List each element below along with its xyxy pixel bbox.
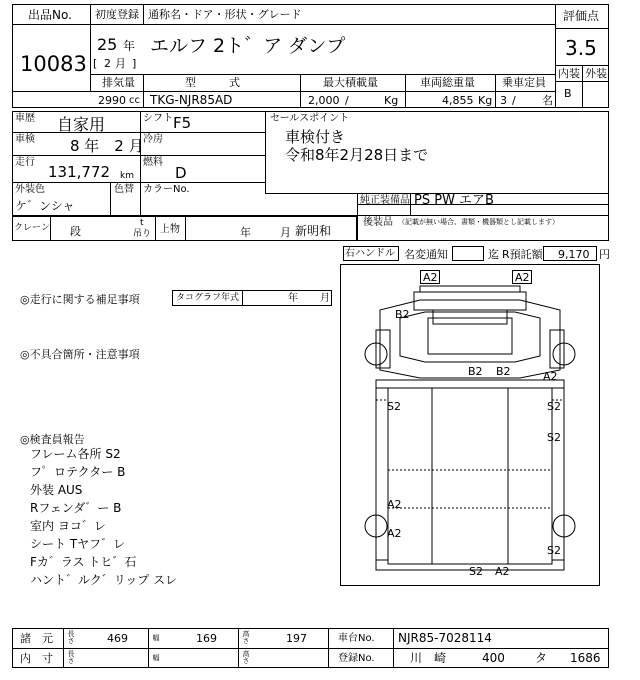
history-label: 車歴: [15, 113, 35, 124]
chassis-value: NJR85-7028114: [398, 631, 492, 645]
width-label: 幅: [152, 634, 160, 641]
capacity-unit: 名: [542, 94, 553, 107]
chassis-label: 車台No.: [338, 633, 375, 644]
reg-area: 川 崎: [410, 651, 447, 665]
yen-unit: 円: [599, 248, 610, 261]
capacity-value: 3: [500, 94, 507, 107]
reg-kana: タ: [535, 651, 548, 665]
damage-mark: A2: [387, 527, 402, 540]
drive-notes-label: ◎走行に関する補足事項: [20, 293, 140, 306]
inspector-line: 室内 ヨコ゛レ: [30, 519, 106, 533]
max-load-slash: /: [345, 94, 349, 107]
gross-weight-label: 車両総重量: [420, 76, 475, 89]
reg-class: 400: [482, 651, 505, 665]
crane-stage: 段: [70, 225, 81, 238]
max-load-value: 2,000: [308, 94, 340, 107]
inspection-label: 車検: [15, 134, 35, 145]
tachograph-month: 月: [320, 293, 330, 304]
loading-month: 月: [280, 226, 291, 239]
sales-point-label: セールスポイント: [270, 113, 350, 124]
bracket-open: [: [93, 57, 98, 70]
deadline-label: 迄: [488, 248, 499, 261]
capacity-label: 乗車定員: [502, 76, 546, 89]
dims-label: 諸 元: [20, 632, 53, 645]
damage-mark: A2: [543, 370, 558, 383]
inspection-value: 8 年 2 月: [70, 137, 144, 155]
aftermarket-note: （記載が無い場合、書類・機器類とし記載します）: [398, 218, 559, 226]
shift-value: F5: [173, 114, 192, 132]
name-change-box: [452, 246, 484, 261]
loading-label: 上物: [160, 224, 180, 235]
rating-label: 評価点: [563, 9, 600, 23]
bracket-close: ]: [132, 57, 137, 70]
inspector-line: Rフェンダ゛ー B: [30, 501, 122, 515]
damage-diagram: [340, 264, 600, 586]
inspector-line: フ゜ロテクター B: [30, 465, 126, 479]
width-value: 169: [196, 632, 217, 645]
interior-label: 内装: [558, 67, 580, 80]
rating-value: 3.5: [565, 36, 597, 60]
damage-mark: S2: [387, 400, 401, 413]
loading-maker: 新明和: [295, 224, 332, 238]
name-change-label: 名変通知: [404, 248, 448, 261]
r-deposit-label: R預託額: [502, 248, 543, 261]
loading-year: 年: [240, 226, 251, 239]
reg-number: 1686: [570, 651, 601, 665]
reg-month: 2: [104, 57, 111, 70]
crane-hoist: 吊り: [133, 229, 152, 239]
in-length-label: 長さ: [67, 650, 75, 664]
damage-mark: A2: [387, 498, 402, 511]
damage-mark: S2: [547, 544, 561, 557]
kg-unit-2: Kg: [478, 94, 493, 107]
lot-label: 出品No.: [28, 8, 72, 22]
fuel-label: 燃料: [143, 157, 163, 168]
reg-year-unit: 年: [123, 39, 136, 53]
crane-label: クレーン: [14, 223, 50, 233]
shift-label: シフト: [143, 113, 173, 124]
sales-point-line-1: 車検付き: [285, 128, 346, 146]
interior-grade: B: [564, 87, 572, 100]
inspector-line: ハント゛ルク゛リップ スレ: [30, 573, 178, 587]
tachograph-label: タコグラフ年式: [176, 293, 240, 303]
damage-mark: S2: [547, 400, 561, 413]
mileage-label: 走行: [15, 157, 35, 168]
length-label: 長さ: [67, 630, 75, 644]
interior-dims-label: 内 寸: [20, 652, 53, 665]
exterior-label: 外装: [585, 67, 607, 80]
inspector-line: 外装 AUS: [30, 483, 83, 497]
cc-unit: cc: [129, 95, 140, 106]
gross-weight-value: 4,855: [442, 94, 474, 107]
inspector-line: フレーム各所 S2: [30, 447, 121, 461]
equip-value: PS PW エアB: [414, 193, 494, 208]
max-load-label: 最大積載量: [323, 76, 378, 89]
capacity-sep: /: [512, 94, 516, 107]
crane-t: t: [140, 218, 144, 228]
history-value: 自家用: [57, 115, 106, 134]
first-reg-label: 初度登録: [95, 8, 139, 21]
damage-mark: A2: [495, 565, 510, 578]
lot-number: 10083: [20, 52, 87, 76]
reg-year: 25: [97, 35, 118, 54]
inspector-report-label: ◎検査員報告: [20, 433, 85, 446]
damage-mark: A2: [515, 271, 530, 284]
reg-label: 登録No.: [338, 653, 375, 664]
ext-color-value: ケ゛ンシャ: [15, 199, 75, 213]
aftermarket-box: [357, 216, 609, 241]
reg-month-unit: 月: [115, 57, 126, 70]
mileage-value: 131,772: [48, 163, 111, 181]
model-label: 通称名・ドア・形状・グレード: [148, 8, 302, 21]
displacement-label: 排気量: [102, 76, 135, 89]
color-no-label: カラーNo.: [143, 184, 190, 195]
displacement-value: 2990: [98, 94, 126, 107]
model-code-label: 型 式: [185, 76, 240, 89]
km-unit: km: [120, 171, 134, 181]
color-change-label: 色替: [114, 184, 134, 195]
height-value: 197: [286, 632, 307, 645]
model-code-value: TKG-NJR85AD: [150, 93, 233, 107]
kg-unit-1: Kg: [384, 94, 399, 107]
damage-mark: S2: [469, 565, 483, 578]
damage-mark: B2: [496, 365, 511, 378]
aftermarket-label: 後装品: [363, 217, 393, 228]
damage-mark: B2: [468, 365, 483, 378]
length-value: 469: [107, 632, 128, 645]
tachograph-year: 年: [288, 293, 298, 304]
in-height-label: 高さ: [242, 650, 250, 664]
height-label: 高さ: [242, 630, 250, 644]
ac-label: 冷房: [143, 134, 163, 145]
fuel-value: D: [175, 164, 187, 182]
damage-mark: A2: [423, 271, 438, 284]
vehicle-name: エルフ 2ト゛ア ダンプ: [150, 35, 346, 57]
equip-label: 純正装備品: [360, 195, 410, 206]
r-deposit-amount: 9,170: [558, 248, 590, 261]
ext-color-label: 外装色: [15, 184, 45, 195]
inspector-line: シート Tヤフ゛レ: [30, 537, 126, 551]
damage-mark: B2: [395, 308, 410, 321]
defects-label: ◎不具合箇所・注意事項: [20, 348, 140, 361]
in-width-label: 幅: [152, 654, 160, 661]
damage-mark: S2: [547, 431, 561, 444]
inspector-line: Fカ゛ラス トヒ゛石: [30, 555, 137, 569]
rhd-label: 右ハンドル: [345, 248, 395, 259]
sales-point-line-2: 令和8年2月28日まで: [285, 146, 429, 164]
